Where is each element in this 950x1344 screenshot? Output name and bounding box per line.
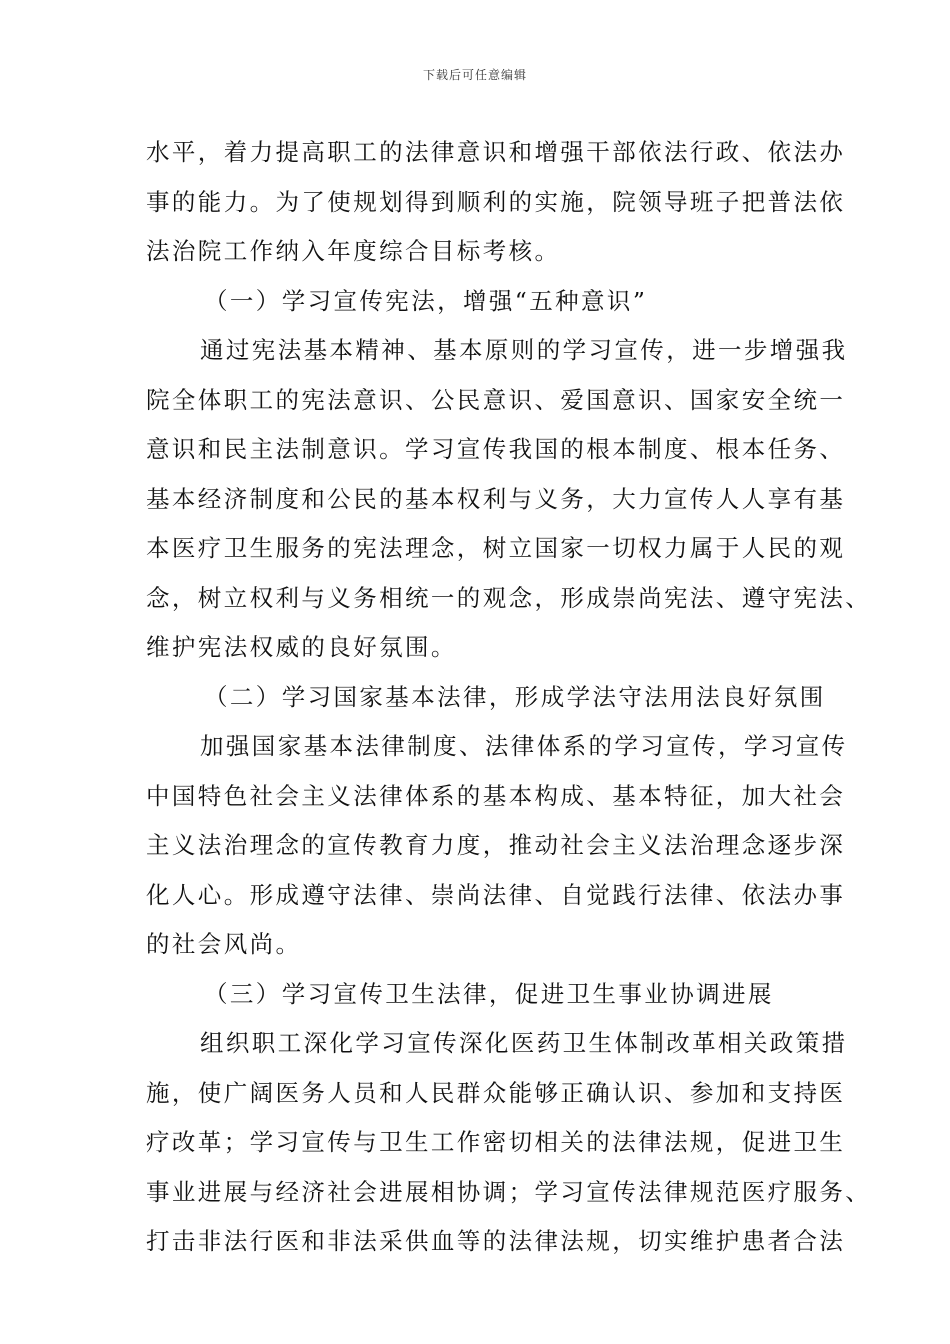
paragraph-line: 维护宪法权威的良好氛围。 (146, 633, 457, 661)
paragraph-line: 疗改革；学习宣传与卫生工作密切相关的法律法规，促进卫生 (146, 1128, 846, 1156)
paragraph-line: 本医疗卫生服务的宪法理念，树立国家一切权力属于人民的观 (146, 534, 846, 562)
section-heading-3: （三）学习宣传卫生法律，促进卫生事业协调进展 (204, 979, 774, 1008)
paragraph-line: 意识和民主法制意识。学习宣传我国的根本制度、根本任务、 (146, 435, 846, 463)
paragraph-line: 的社会风尚。 (146, 930, 302, 958)
paragraph-line: 法治院工作纳入年度综合目标考核。 (146, 237, 561, 265)
header-note: 下载后可任意编辑 (422, 68, 527, 82)
paragraph-line: 化人心。形成遵守法律、崇尚法律、自觉践行法律、依法办事 (146, 880, 846, 909)
paragraph-line: 基本经济制度和公民的基本权利与义务，大力宣传人人享有基 (146, 484, 846, 513)
section-heading-1: （一）学习宣传宪法，增强“五种意识” (204, 286, 648, 315)
paragraph-line: 念，树立权利与义务相统一的观念，形成崇尚宪法、遵守宪法、 (146, 583, 872, 612)
paragraph-line: 通过宪法基本精神、基本原则的学习宣传，进一步增强我 (200, 336, 848, 364)
paragraph-line: 事的能力。为了使规划得到顺利的实施，院领导班子把普法依 (146, 187, 846, 216)
paragraph-line: 打击非法行医和非法采供血等的法律法规，切实维护患者合法 (146, 1227, 846, 1255)
paragraph-line: 水平，着力提高职工的法律意识和增强干部依法行政、依法办 (146, 138, 846, 166)
paragraph-line: 组织职工深化学习宣传深化医药卫生体制改革相关政策措 (200, 1029, 848, 1057)
paragraph-line: 院全体职工的宪法意识、公民意识、爱国意识、国家安全统一 (146, 385, 846, 414)
section-heading-2: （二）学习国家基本法律，形成学法守法用法良好氛围 (204, 682, 826, 711)
paragraph-line: 事业进展与经济社会进展相协调；学习宣传法律规范医疗服务、 (146, 1177, 872, 1206)
paragraph-line: 中国特色社会主义法律体系的基本构成、基本特征，加大社会 (146, 781, 846, 810)
document-body (146, 128, 872, 1267)
paragraph-line: 施，使广阔医务人员和人民群众能够正确认识、参加和支持医 (146, 1078, 846, 1107)
paragraph-line: 加强国家基本法律制度、法律体系的学习宣传，学习宣传 (200, 732, 848, 760)
paragraph-line: 主义法治理念的宣传教育力度，推动社会主义法治理念逐步深 (146, 831, 846, 859)
